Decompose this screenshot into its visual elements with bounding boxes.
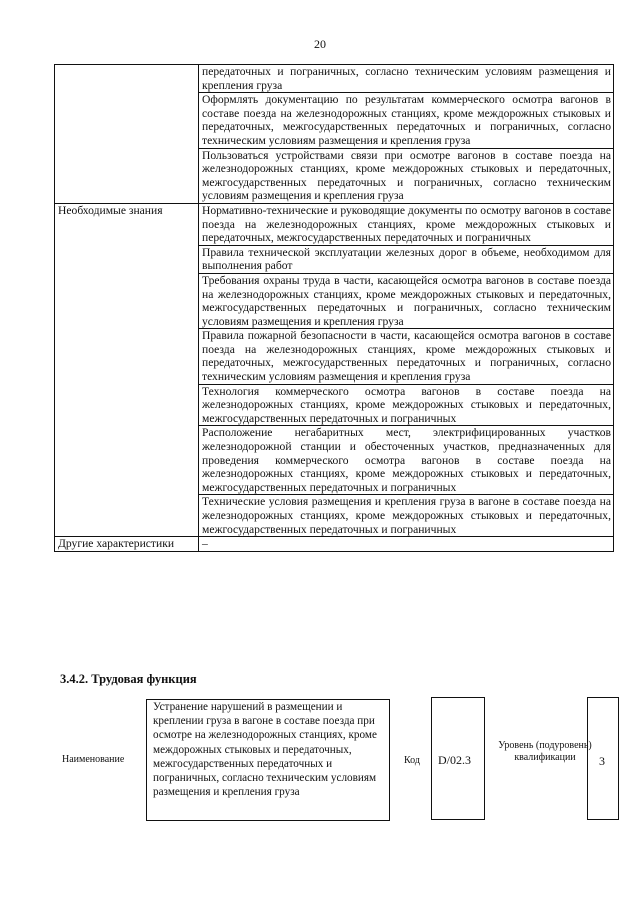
- row-label-required-knowledge: Необходимые знания: [55, 203, 199, 536]
- table-cell: Нормативно-технические и руководящие документы по осмотру вагонов в составе поезда на железнодорожных станциях, кроме междорожных стыковых и передаточных, межгосударственных передаточных и пограничных: [199, 203, 614, 245]
- code-value: D/02.3: [438, 753, 471, 767]
- qualification-level-box: [587, 697, 619, 820]
- code-label: Код: [404, 755, 420, 766]
- table-cell: Пользоваться устройствами связи при осмотре вагонов в составе поезда на железнодорожных станциях, кроме междорожных стыковых и передаточных, межгосударственных передаточных и пограничных, согласно техническим условиям размещения и крепления груза: [199, 148, 614, 203]
- function-name-box: Устранение нарушений в размещении и креплении груза в вагоне в составе поезда при осмотре на железнодорожных станциях, кроме междорожных стыковых и передаточных, межгосударственных передаточных и пограничных, согласно техническим условиям размещения и крепления груза: [146, 699, 390, 821]
- code-box: [431, 697, 485, 820]
- section-title: 3.4.2. Трудовая функция: [60, 672, 197, 686]
- row-label-other-characteristics: Другие характеристики: [55, 537, 199, 552]
- qualification-level-label: Уровень (подуровень) квалификации: [498, 740, 592, 763]
- table-row: [55, 203, 614, 245]
- requirements-table: [54, 64, 614, 552]
- table-row: [55, 537, 614, 552]
- page-number: 20: [314, 37, 326, 51]
- qualification-level-value: 3: [599, 754, 605, 768]
- table-cell: –: [199, 537, 614, 552]
- table-cell: передаточных и пограничных, согласно техническим условиям размещения и крепления груза: [199, 65, 614, 93]
- table-cell: Правила пожарной безопасности в части, касающейся осмотра вагонов в составе поезда на железнодорожных станциях, кроме междорожных стыковых и передаточных, межгосударственных передаточных и пограничных, согласно техническим условиям размещения и крепления груза: [199, 329, 614, 384]
- table-cell: Правила технической эксплуатации железных дорог в объеме, необходимом для выполнения работ: [199, 245, 614, 273]
- table-cell: Оформлять документацию по результатам коммерческого осмотра вагонов в составе поезда на железнодорожных станциях, кроме междорожных стыковых и передаточных, межгосударственных передаточных и пограничных, согласно техническим условиям размещения и крепления груза: [199, 93, 614, 148]
- row-label: [55, 65, 199, 204]
- table-cell: Требования охраны труда в части, касающейся осмотра вагонов в составе поезда на железнодорожных станциях, кроме междорожных стыковых и передаточных, межгосударственных передаточных и пограничных, согласно техническим условиям размещения и крепления груза: [199, 273, 614, 328]
- name-label: Наименование: [62, 754, 125, 765]
- table-cell: Технология коммерческого осмотра вагонов в составе поезда на железнодорожных станциях, кроме междорожных стыковых и передаточных, межгосударственных передаточных и пограничных: [199, 384, 614, 426]
- table-row: [55, 65, 614, 93]
- table-cell: Расположение негабаритных мест, электрифицированных участков железнодорожной станции и обесточенных участков, предназначенных для проведения коммерческого осмотра вагонов в составе поезда на железнодорожных станциях, кроме междорожных стыковых и передаточных, межгосударственных передаточных и пограничных: [199, 426, 614, 495]
- table-cell: Технические условия размещения и крепления груза в вагоне в составе поезда на железнодорожных станциях, кроме междорожных стыковых и передаточных, межгосударственных передаточных и пограничных: [199, 495, 614, 537]
